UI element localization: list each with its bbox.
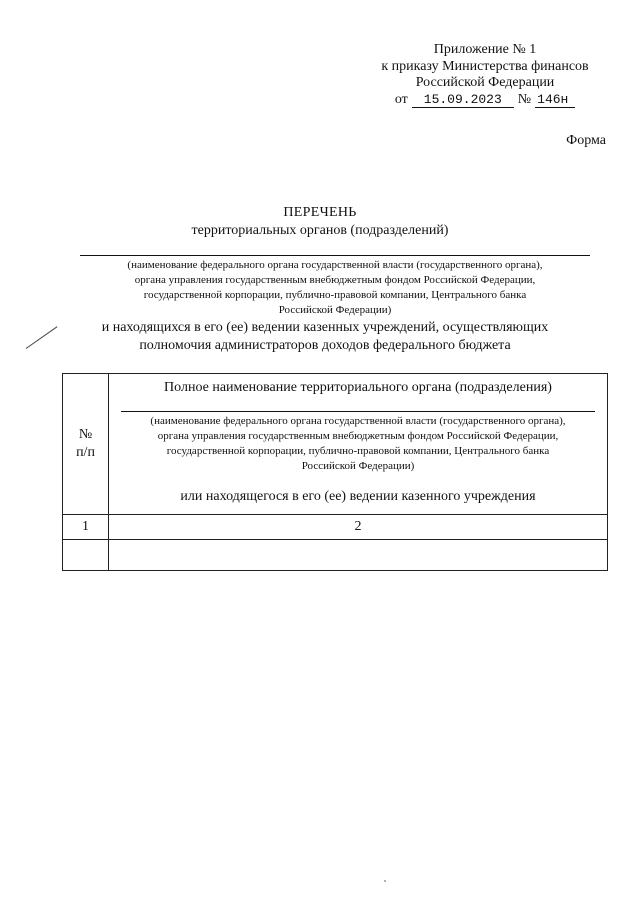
name-hint <box>60 258 610 318</box>
order-reference <box>360 92 610 109</box>
column-number-cell: 2 <box>109 515 608 540</box>
document-subtitle <box>40 319 610 355</box>
name-header-fill-line <box>121 411 595 412</box>
name-hint-line: (наименование федерального органа государственной власти (государственного органа), <box>127 259 543 271</box>
name-hint-line: Российской Федерации) <box>278 304 392 316</box>
num-header-abbr: п/п <box>76 445 95 460</box>
table-cell[interactable] <box>63 540 109 571</box>
document-title <box>0 204 640 240</box>
name-header-hint-line: (наименование федерального органа государственной власти (государственного органа), <box>150 415 566 427</box>
from-label: от <box>394 91 408 107</box>
subtitle-line: и находящихся в его (ее) ведении казенных учреждений, осуществляющих <box>101 320 549 335</box>
table-cell[interactable] <box>109 540 608 571</box>
title-sub: территориальных органов (подразделений) <box>191 223 449 238</box>
name-header-cell <box>109 374 608 515</box>
num-header-symbol: № <box>78 427 93 442</box>
appendix-line-1: Приложение № 1 <box>433 42 537 57</box>
form-label: Форма <box>566 133 606 148</box>
subtitle-line: полномочия администраторов доходов федерального бюджета <box>139 338 511 353</box>
table-row <box>63 540 608 571</box>
table-header-row <box>63 374 608 515</box>
name-header-main: Полное наименование территориального органа (подразделения) <box>164 380 552 395</box>
num-header-cell <box>63 374 109 515</box>
order-number: 146н <box>535 93 575 108</box>
number-label: № <box>517 91 532 107</box>
name-hint-line: органа управления государственным внебюджетным фондом Российской Федерации, <box>134 274 536 286</box>
name-fill-line <box>80 255 590 256</box>
column-number-cell: 1 <box>63 515 109 540</box>
name-header-hint <box>113 414 603 474</box>
name-hint-line: государственной корпорации, публично-правовой компании, Центрального банка <box>143 289 527 301</box>
appendix-line-3: Российской Федерации <box>415 75 555 90</box>
name-header-hint-line: государственной корпорации, публично-правовой компании, Центрального банка <box>166 445 550 457</box>
appendix-header <box>360 42 610 108</box>
column-number-row <box>63 515 608 540</box>
title-main: ПЕРЕЧЕНЬ <box>283 205 357 220</box>
name-header-hint-line: органа управления государственным внебюджетным фондом Российской Федерации, <box>157 430 559 442</box>
appendix-line-2: к приказу Министерства финансов <box>381 58 589 74</box>
name-header-tail: или находящегося в его (ее) ведении казенного учреждения <box>180 489 536 504</box>
name-header-hint-line: Российской Федерации) <box>301 460 415 472</box>
territorial-bodies-table <box>62 373 608 571</box>
scan-speck <box>384 880 386 882</box>
order-date: 15.09.2023 <box>412 93 514 108</box>
